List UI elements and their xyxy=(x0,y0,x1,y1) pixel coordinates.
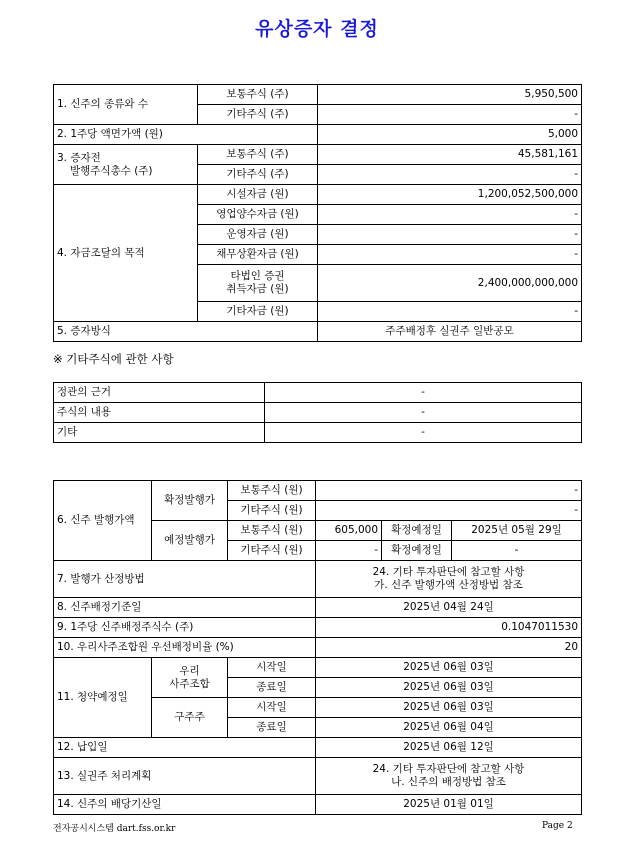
date-label: 확정예정일 xyxy=(382,541,452,561)
sub-label: 채무상환자금 (원) xyxy=(198,245,318,265)
row-label: 10. 우리사주조합원 우선배정비율 (%) xyxy=(54,638,316,658)
sub-label: 보통주식 (원) xyxy=(228,521,316,541)
value-cell: 45,581,161 xyxy=(318,145,582,165)
value-cell: 2,400,000,000,000 xyxy=(318,265,582,302)
value-cell: 5,000 xyxy=(318,125,582,145)
sub-group-label: 구주주 xyxy=(152,698,228,738)
value-cell: 2025년 06월 03일 xyxy=(316,658,582,678)
table-row xyxy=(54,85,582,105)
table-row xyxy=(54,638,582,658)
sub-label: 종료일 xyxy=(228,678,316,698)
value-cell: 2025년 06월 04일 xyxy=(316,718,582,738)
section-note: ※ 기타주식에 관한 사항 xyxy=(53,352,174,366)
value-cell: 2025년 01월 01일 xyxy=(316,795,582,815)
sub-label: 기타주식 (원) xyxy=(228,541,316,561)
sub-label xyxy=(198,265,318,302)
value-cell: - xyxy=(318,302,582,322)
other-shares-table xyxy=(53,382,582,443)
value-cell: - xyxy=(318,205,582,225)
value-cell: 0.1047011530 xyxy=(316,618,582,638)
row-label: 주식의 내용 xyxy=(54,403,265,423)
table-row xyxy=(54,125,582,145)
value-line: 24. 기타 투자판단에 참고할 사항 xyxy=(372,763,525,775)
sub-group-line: 사주조합 xyxy=(169,677,210,690)
row-label xyxy=(54,145,198,185)
table-row xyxy=(54,145,582,165)
value-cell: 5,950,500 xyxy=(318,85,582,105)
sub-label: 보통주식 (주) xyxy=(198,85,318,105)
value-cell: - xyxy=(316,541,382,561)
date-label: 확정예정일 xyxy=(382,521,452,541)
row-label: 4. 자금조달의 목적 xyxy=(54,185,198,322)
value-cell: - xyxy=(318,105,582,125)
value-cell: - xyxy=(316,501,582,521)
row-label: 12. 납입일 xyxy=(54,738,316,758)
table-row xyxy=(54,618,582,638)
page-title: 유상증자 결정 xyxy=(255,18,379,40)
footer-source: 전자공시시스템 dart.fss.or.kr xyxy=(53,824,176,834)
value-cell: 2025년 06월 03일 xyxy=(316,698,582,718)
value-line: 나. 신주의 배정방법 참조 xyxy=(391,776,506,788)
row-label: 9. 1주당 신주배정주식수 (주) xyxy=(54,618,316,638)
sub-label: 시작일 xyxy=(228,698,316,718)
date-value: 2025년 05월 29일 xyxy=(452,521,582,541)
row-label-line: 3. 증자전 xyxy=(57,151,101,164)
value-cell: - xyxy=(265,383,582,403)
value-cell: - xyxy=(318,225,582,245)
sub-label-line: 타법인 증권 xyxy=(230,270,285,282)
row-label: 기타 xyxy=(54,423,265,443)
row-label: 5. 증자방식 xyxy=(54,322,318,342)
table-row xyxy=(54,598,582,618)
issuance-table xyxy=(53,84,582,342)
value-cell xyxy=(316,758,582,795)
table-row xyxy=(54,423,582,443)
row-label: 2. 1주당 액면가액 (원) xyxy=(54,125,318,145)
sub-group-label: 확정발행가 xyxy=(152,481,228,521)
sub-group-label: 예정발행가 xyxy=(152,521,228,561)
sub-label: 기타주식 (원) xyxy=(228,501,316,521)
value-line: 24. 기타 투자판단에 참고할 사항 xyxy=(372,566,525,578)
sub-group-line: 우리 xyxy=(179,664,200,677)
value-cell: 20 xyxy=(316,638,582,658)
row-label: 8. 신주배정기준일 xyxy=(54,598,316,618)
sub-label: 영업양수자금 (원) xyxy=(198,205,318,225)
sub-label: 보통주식 (원) xyxy=(228,481,316,501)
table-row xyxy=(54,322,582,342)
value-cell: 1,200,052,500,000 xyxy=(318,185,582,205)
issue-price-table xyxy=(53,480,582,815)
page-number: Page 2 xyxy=(542,821,573,831)
value-cell: - xyxy=(318,245,582,265)
table-row xyxy=(54,795,582,815)
table-row xyxy=(54,561,582,598)
value-cell: - xyxy=(265,403,582,423)
value-cell: 2025년 06월 12일 xyxy=(316,738,582,758)
table-row xyxy=(54,403,582,423)
date-value: - xyxy=(452,541,582,561)
row-label: 7. 발행가 산정방법 xyxy=(54,561,316,598)
value-cell: 주주배정후 실권주 일반공모 xyxy=(318,322,582,342)
sub-label: 운영자금 (원) xyxy=(198,225,318,245)
value-cell: 2025년 06월 03일 xyxy=(316,678,582,698)
table-row xyxy=(54,758,582,795)
sub-label: 기타주식 (주) xyxy=(198,165,318,185)
value-cell: - xyxy=(318,165,582,185)
value-cell: 605,000 xyxy=(316,521,382,541)
value-line: 가. 신주 발행가액 산정방법 참조 xyxy=(374,579,523,591)
table-row xyxy=(54,738,582,758)
table-row xyxy=(54,185,582,205)
sub-label: 종료일 xyxy=(228,718,316,738)
row-label: 14. 신주의 배당기산일 xyxy=(54,795,316,815)
table-row xyxy=(54,481,582,501)
table-row xyxy=(54,383,582,403)
table-row xyxy=(54,658,582,678)
value-cell xyxy=(316,561,582,598)
sub-label-line: 취득자금 (원) xyxy=(226,283,289,295)
value-cell: 2025년 04월 24일 xyxy=(316,598,582,618)
row-label: 13. 실권주 처리계획 xyxy=(54,758,316,795)
row-label: 정관의 근거 xyxy=(54,383,265,403)
row-label: 11. 청약예정일 xyxy=(54,658,152,738)
row-label: 1. 신주의 종류와 수 xyxy=(54,85,198,125)
sub-label: 기타주식 (주) xyxy=(198,105,318,125)
sub-label: 시작일 xyxy=(228,658,316,678)
sub-label: 보통주식 (주) xyxy=(198,145,318,165)
row-label: 6. 신주 발행가액 xyxy=(54,481,152,561)
value-cell: - xyxy=(265,423,582,443)
sub-label: 기타자금 (원) xyxy=(198,302,318,322)
row-label-line: 발행주식총수 (주) xyxy=(70,164,153,177)
sub-label: 시설자금 (원) xyxy=(198,185,318,205)
sub-group-label xyxy=(152,658,228,698)
value-cell: - xyxy=(316,481,582,501)
